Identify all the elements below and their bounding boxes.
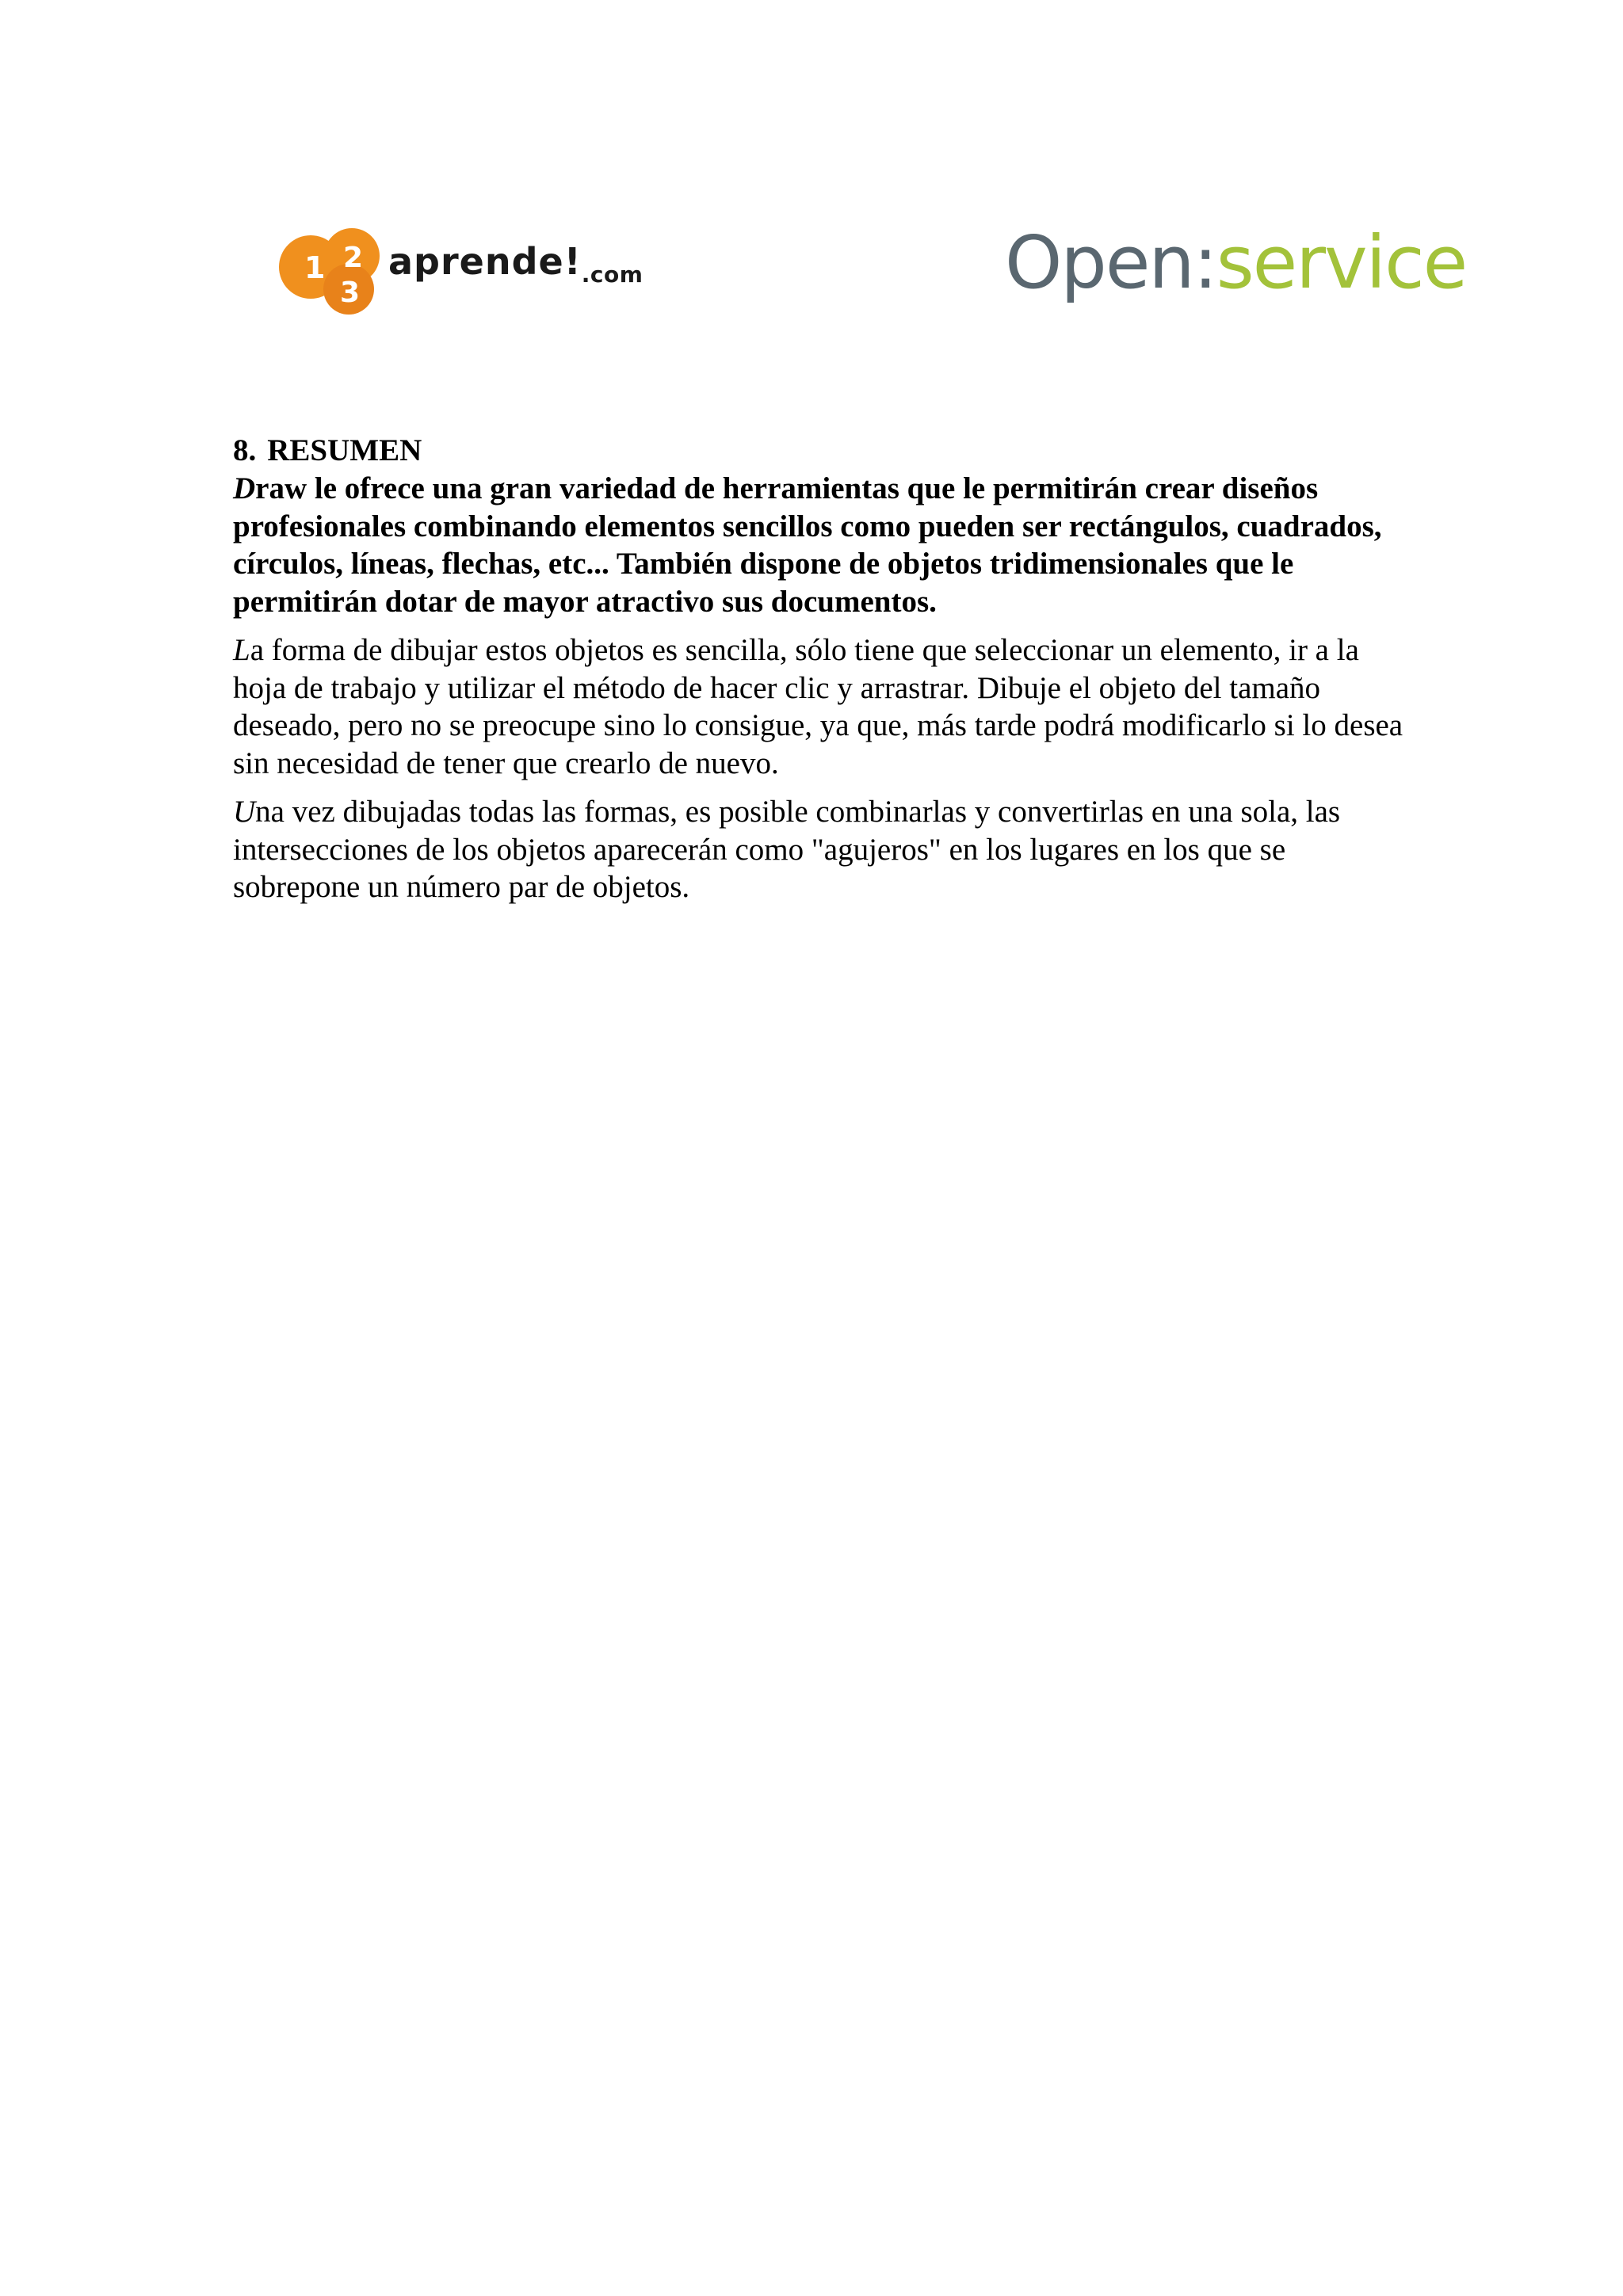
intro-initial: D (233, 471, 256, 505)
paragraph-1-initial: L (233, 633, 250, 667)
body-paragraph-1 (233, 631, 1414, 782)
logo-wordmark (388, 240, 643, 288)
logo-digit-3: 3 (340, 277, 361, 309)
logo-123aprende (269, 226, 682, 317)
logo-separator: : (1193, 220, 1216, 305)
section-title: RESUMEN (267, 433, 422, 467)
section-number: 8. (233, 433, 257, 467)
logo-openservice (1005, 215, 1466, 311)
logo-exclaim: ! (563, 240, 582, 283)
paragraph-1-text: a forma de dibujar estos objetos es sencilla, sólo tiene que seleccionar un elemento, ir a la hoja de trabajo y utilizar el método de hacer clic y arrastrar. Dibuje el objeto del tamaño deseado, pero no se preocupe sino lo consigue, ya que, más tarde podrá modificarlo si lo desea sin necesidad de tener que crearlo de nuevo. (233, 633, 1403, 780)
intro-text: raw le ofrece una gran variedad de herramientas que le permitirán crear diseños profesionales combinando elementos sencillos como pueden ser rectángulos, cuadrados, círculos, líneas, flechas, etc... También dispone de objetos tridimensionales que le permitirán dotar de mayor atractivo sus documentos. (233, 471, 1382, 619)
logo-open-text: Open (1005, 220, 1193, 305)
logo-service-text: service (1216, 220, 1467, 305)
logo-digit-2: 2 (343, 242, 364, 274)
paragraph-2-initial: U (233, 795, 256, 829)
document-body (233, 432, 1414, 906)
section-heading (233, 432, 1414, 470)
logo-digit-1: 1 (304, 250, 326, 285)
logo-domain: .com (581, 261, 643, 288)
paragraph-2-text: na vez dibujadas todas las formas, es posible combinarlas y convertirlas en una sola, las intersecciones de los objetos aparecerán como "agujeros" en los lugares en los que se sobrepone un número par de objetos. (233, 795, 1341, 904)
intro-paragraph (233, 470, 1414, 620)
logo-wordmark-text: aprende (388, 240, 564, 283)
body-paragraph-2 (233, 793, 1414, 906)
